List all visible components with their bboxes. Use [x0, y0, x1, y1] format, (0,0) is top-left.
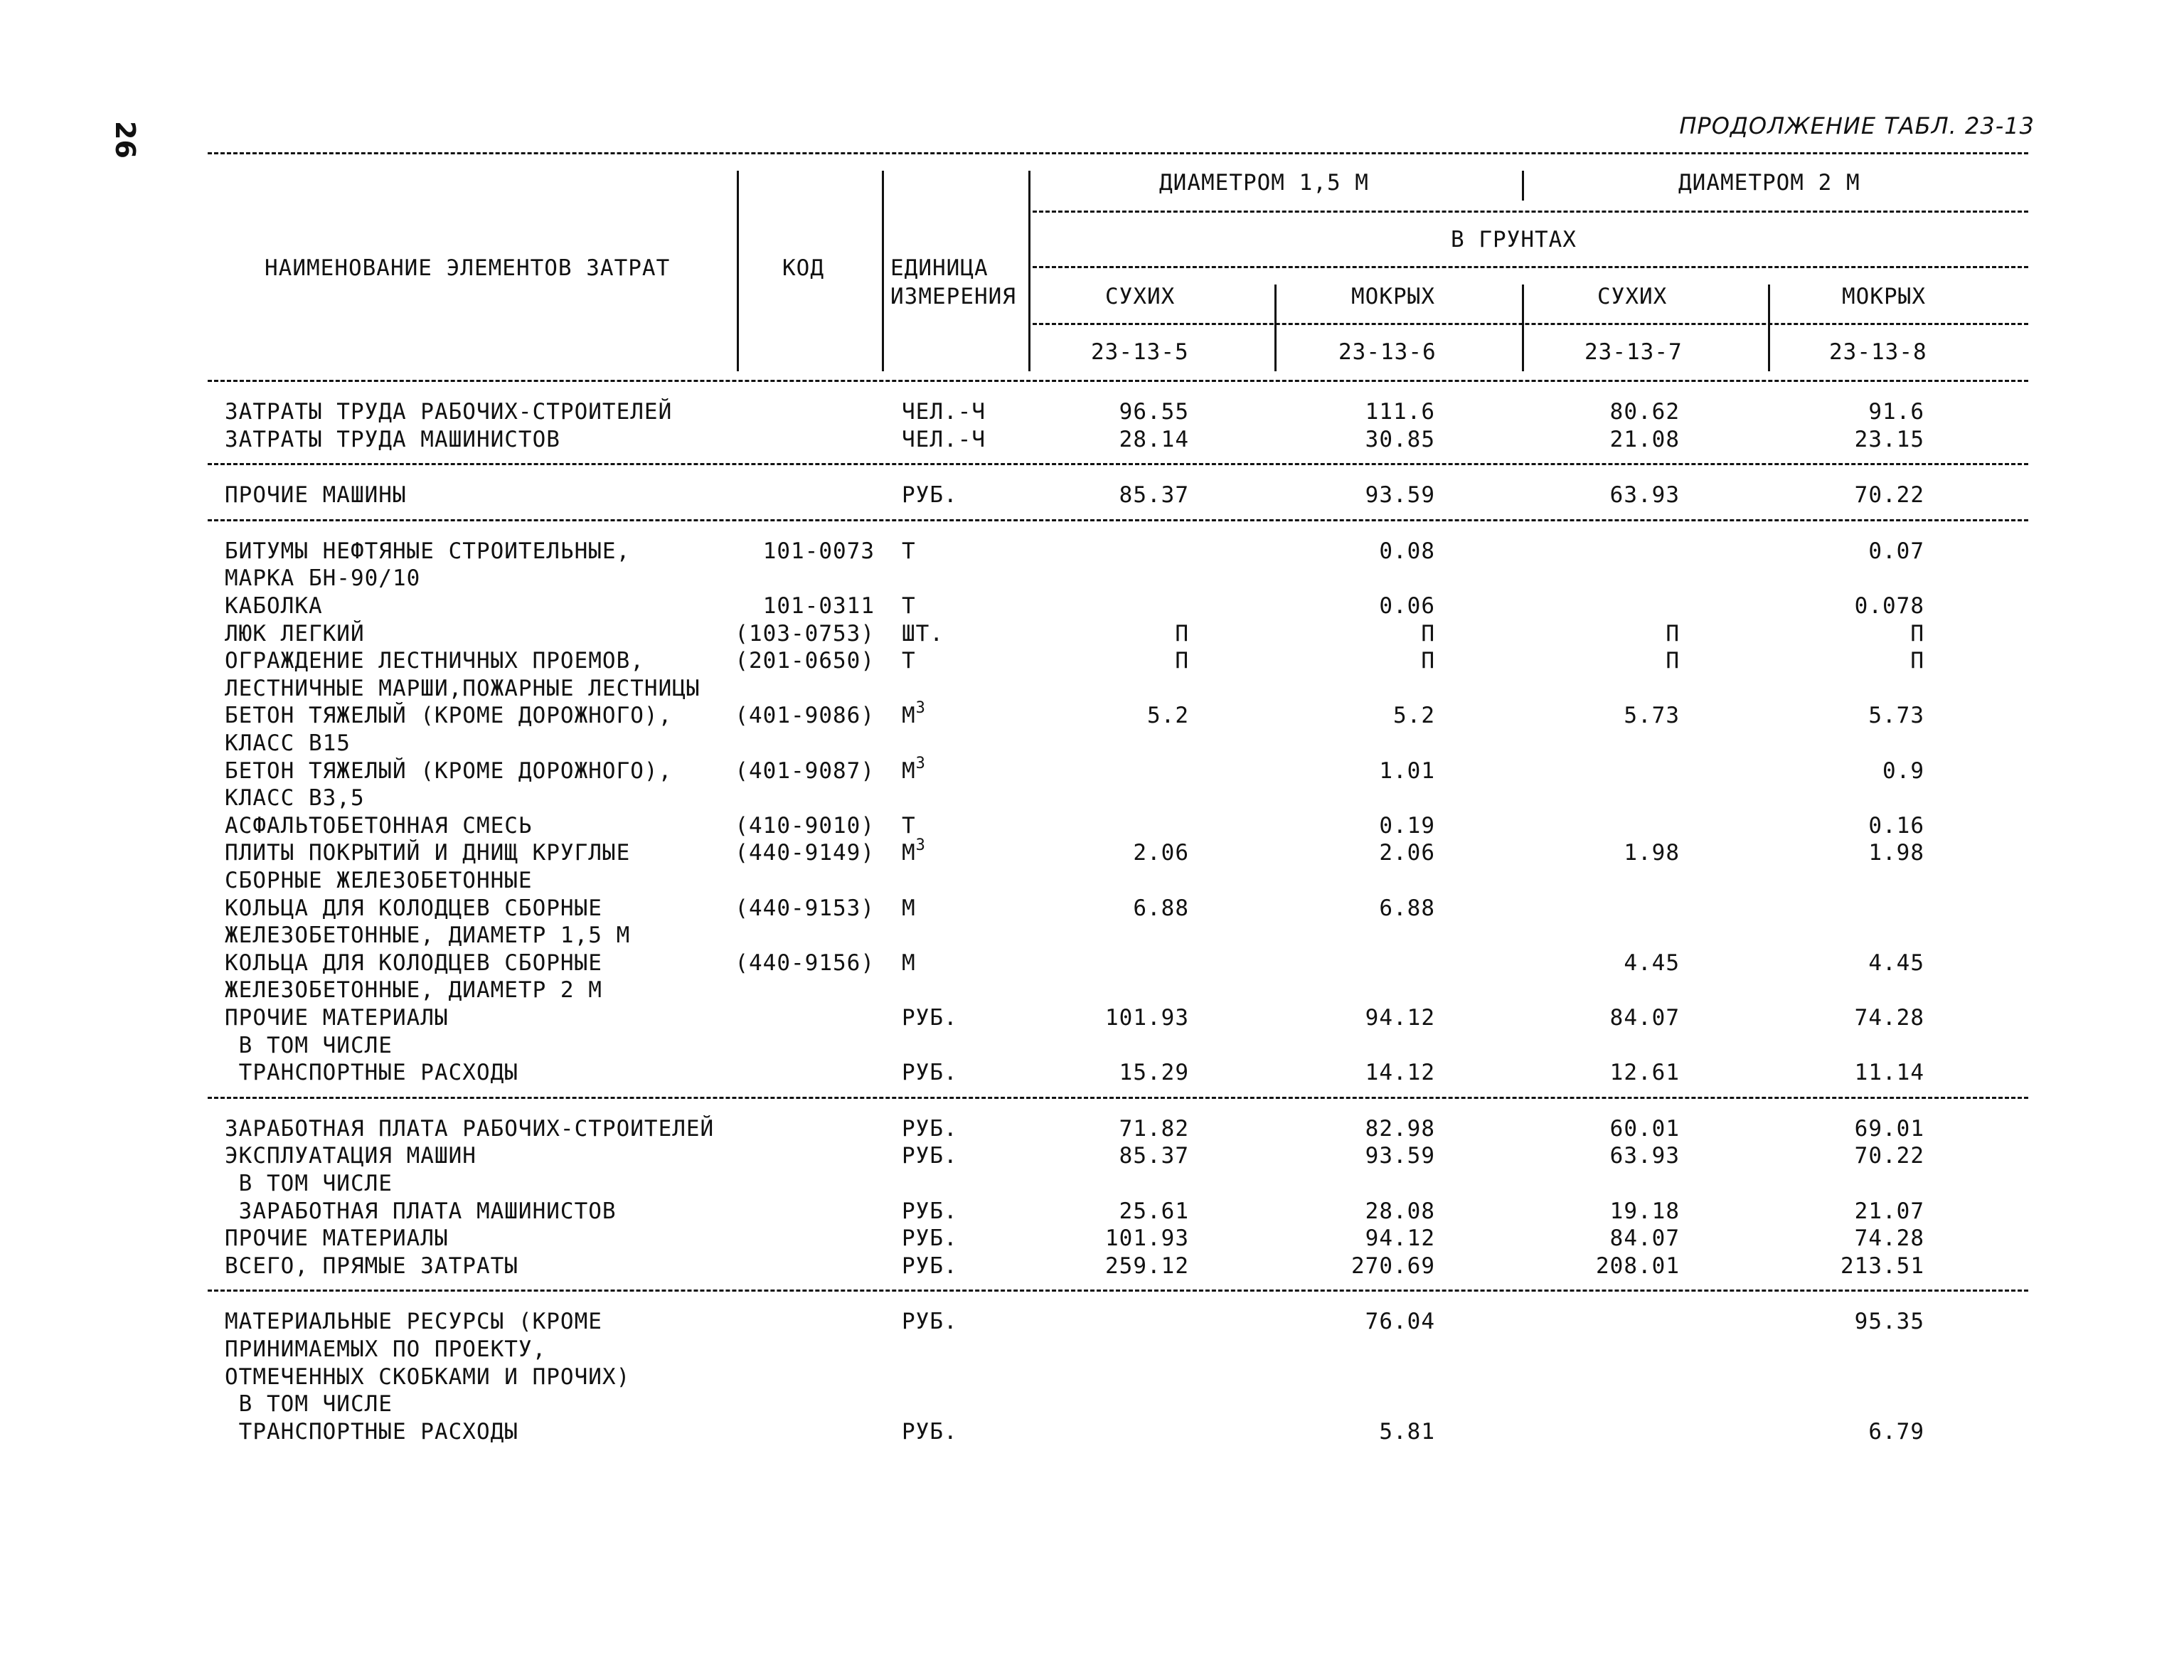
row-name: В ТОМ ЧИСЛЕ	[225, 1171, 393, 1196]
row-unit-text: РУБ.	[902, 1309, 958, 1335]
row-value-col4: П	[1910, 648, 1924, 674]
row-name: ТРАНСПОРТНЫЕ РАСХОДЫ	[225, 1060, 518, 1086]
row-unit-text: М	[902, 703, 916, 729]
header-code-3: 23-13-7	[1584, 339, 1683, 365]
row-name: ЖЕЛЕЗОБЕТОННЫЕ, ДИАМЕТР 2 М	[225, 977, 602, 1004]
row-value-col2: 2.06	[1379, 840, 1435, 866]
row-unit	[902, 1115, 958, 1142]
row-unit	[902, 482, 958, 509]
row-unit	[902, 647, 916, 674]
row-value-col3: 19.18	[1609, 1198, 1680, 1224]
header-dry-1: СУХИХ	[1105, 284, 1176, 309]
row-name: СБОРНЫЕ ЖЕЛЕЗОБЕТОННЫЕ	[225, 868, 533, 893]
row-value-col4: 74.28	[1854, 1226, 1924, 1252]
row-value-col4: 1.98	[1868, 840, 1924, 866]
row-name: МАТЕРИАЛЬНЫЕ РЕСУРСЫ (КРОМЕ	[225, 1309, 602, 1335]
row-name: ПРОЧИЕ МАТЕРИАЛЫ	[225, 1226, 449, 1252]
row-value-col4: 0.078	[1854, 593, 1924, 619]
row-value-col4: 0.16	[1868, 812, 1924, 839]
header-wet-1: МОКРЫХ	[1351, 284, 1435, 309]
row-unit-text: РУБ.	[902, 1198, 958, 1224]
row-value-col2: 1.01	[1379, 757, 1435, 784]
row-value-col3: 80.62	[1609, 399, 1680, 425]
header-divider-diam	[1522, 171, 1524, 201]
row-unit-superscript: 3	[915, 836, 926, 855]
header-divider-c1	[1274, 285, 1277, 371]
row-value-col4: 6.79	[1868, 1418, 1924, 1445]
row-unit-text: РУБ.	[902, 1226, 958, 1252]
row-unit-text: ЧЕЛ.-Ч	[902, 426, 986, 452]
row-value-col1: 5.2	[1147, 703, 1189, 729]
row-code: (440-9149)	[735, 840, 875, 866]
row-value-col3: 5.73	[1624, 703, 1680, 729]
row-unit	[902, 620, 944, 647]
row-value-col2: 76.04	[1365, 1309, 1435, 1335]
row-unit-text: М	[902, 840, 916, 866]
row-value-col3: 63.93	[1609, 1143, 1680, 1169]
row-unit-superscript: 3	[915, 699, 926, 718]
header-dry-2: СУХИХ	[1597, 284, 1668, 309]
row-name: КАБОЛКА	[225, 593, 323, 619]
row-code: 101-0073	[762, 538, 875, 564]
row-value-col2: 30.85	[1365, 426, 1435, 452]
row-value-col1: 96.55	[1119, 399, 1189, 425]
row-value-col2: П	[1421, 620, 1435, 647]
row-name: ПРИНИМАЕМЫХ ПО ПРОЕКТУ,	[225, 1336, 547, 1362]
row-value-col4: 0.9	[1882, 757, 1924, 784]
row-value-col4: 5.73	[1868, 703, 1924, 729]
row-name: КОЛЬЦА ДЛЯ КОЛОДЦЕВ СБОРНЫЕ	[225, 950, 602, 976]
row-value-col2: 5.81	[1379, 1418, 1435, 1445]
header-code-4: 23-13-8	[1829, 339, 1927, 365]
header-diam-1: ДИАМЕТРОМ 1,5 М	[1159, 170, 1369, 196]
row-code: (401-9086)	[735, 703, 875, 729]
header-top-rule	[208, 152, 2028, 154]
row-value-col2: 6.88	[1379, 895, 1435, 921]
row-value-col2: 0.08	[1379, 538, 1435, 564]
row-value-col3: 84.07	[1609, 1005, 1680, 1031]
row-value-col4: 4.45	[1868, 950, 1924, 976]
header-rule-type	[1033, 323, 2028, 325]
row-unit-text: РУБ.	[902, 1115, 958, 1142]
header-rule-diam	[1033, 211, 2028, 213]
row-value-col1: 85.37	[1119, 482, 1189, 509]
row-unit-text: М	[902, 895, 916, 921]
row-unit-superscript: 3	[915, 754, 926, 772]
row-value-col2: 94.12	[1365, 1005, 1435, 1031]
header-code-2: 23-13-6	[1338, 339, 1437, 365]
row-unit-text: М	[902, 757, 916, 784]
row-unit	[902, 950, 916, 977]
row-unit	[902, 538, 916, 565]
header-divider-c3	[1768, 285, 1770, 371]
row-unit	[902, 398, 986, 425]
row-value-col4: 74.28	[1854, 1005, 1924, 1031]
row-code: (401-9087)	[735, 757, 875, 784]
row-value-col3: 63.93	[1609, 482, 1680, 509]
row-unit-text: Т	[902, 812, 916, 839]
row-unit-text: РУБ.	[902, 482, 958, 509]
row-name: АСФАЛЬТОБЕТОННАЯ СМЕСЬ	[225, 812, 533, 839]
table-caption: ПРОДОЛЖЕНИЕ ТАБЛ. 23-13	[1679, 112, 2035, 139]
row-code: 101-0311	[762, 593, 875, 619]
row-value-col4: 0.07	[1868, 538, 1924, 564]
header-bottom-rule	[208, 380, 2028, 382]
row-name: КОЛЬЦА ДЛЯ КОЛОДЦЕВ СБОРНЫЕ	[225, 895, 602, 921]
row-value-col2: П	[1421, 648, 1435, 674]
row-value-col2: 14.12	[1365, 1060, 1435, 1086]
row-unit-text: РУБ.	[902, 1143, 958, 1169]
row-unit	[902, 1142, 958, 1169]
row-unit-text: ШТ.	[902, 620, 944, 647]
row-value-col2: 82.98	[1365, 1115, 1435, 1142]
row-name: КЛАСС В15	[225, 730, 351, 756]
row-name: ПРОЧИЕ МАШИНЫ	[225, 482, 407, 509]
row-value-col3: 1.98	[1624, 840, 1680, 866]
row-unit-text: М	[902, 950, 916, 976]
row-value-col4: 91.6	[1868, 399, 1924, 425]
row-name: ЖЕЛЕЗОБЕТОННЫЕ, ДИАМЕТР 1,5 М	[225, 923, 631, 949]
row-value-col4: 23.15	[1854, 426, 1924, 452]
row-value-col4: 69.01	[1854, 1115, 1924, 1142]
row-value-col4: 95.35	[1854, 1309, 1924, 1335]
row-code: (410-9010)	[735, 812, 875, 839]
row-code: (201-0650)	[735, 648, 875, 674]
header-rule-soils	[1033, 266, 2028, 268]
row-value-col1: 101.93	[1105, 1005, 1189, 1031]
row-unit	[902, 1198, 958, 1225]
row-unit-text: РУБ.	[902, 1253, 958, 1279]
row-name: ТРАНСПОРТНЫЕ РАСХОДЫ	[225, 1418, 518, 1445]
row-unit	[902, 699, 926, 729]
row-unit	[902, 592, 916, 620]
row-value-col1: 28.14	[1119, 426, 1189, 452]
row-value-col4: 11.14	[1854, 1060, 1924, 1086]
row-value-col1: 2.06	[1133, 840, 1189, 866]
header-divider-unit	[1028, 171, 1030, 371]
header-code: КОД	[782, 255, 824, 281]
row-unit	[902, 1059, 958, 1086]
header-divider-code	[882, 171, 884, 371]
row-value-col2: 0.06	[1379, 593, 1435, 619]
row-name: КЛАСС В3,5	[225, 785, 365, 812]
row-value-col2: 0.19	[1379, 812, 1435, 839]
row-value-col2: 111.6	[1365, 399, 1435, 425]
header-wet-2: МОКРЫХ	[1842, 284, 1926, 309]
row-unit	[902, 1004, 958, 1031]
row-value-col3: 21.08	[1609, 426, 1680, 452]
row-name: ЛЮК ЛЕГКИЙ	[225, 620, 365, 647]
row-value-col4: 213.51	[1841, 1253, 1924, 1279]
row-value-col3: П	[1666, 648, 1680, 674]
row-unit	[902, 836, 926, 866]
header-divider-c2	[1522, 285, 1524, 371]
row-unit	[902, 895, 916, 922]
row-name: ОГРАЖДЕНИЕ ЛЕСТНИЧНЫХ ПРОЕМОВ,	[225, 648, 644, 674]
row-value-col2: 94.12	[1365, 1226, 1435, 1252]
section-divider	[208, 1290, 2028, 1292]
row-name: ЛЕСТНИЧНЫЕ МАРШИ,ПОЖАРНЫЕ ЛЕСТНИЦЫ	[225, 675, 701, 701]
row-unit-text: Т	[902, 648, 916, 674]
row-unit	[902, 754, 926, 785]
row-unit	[902, 1418, 958, 1445]
row-value-col3: 84.07	[1609, 1226, 1680, 1252]
row-name: БЕТОН ТЯЖЕЛЫЙ (КРОМЕ ДОРОЖНОГО),	[225, 703, 673, 729]
row-name: БЕТОН ТЯЖЕЛЫЙ (КРОМЕ ДОРОЖНОГО),	[225, 757, 673, 784]
row-value-col1: 6.88	[1133, 895, 1189, 921]
row-value-col4: П	[1910, 620, 1924, 647]
row-unit-text: РУБ.	[902, 1005, 958, 1031]
row-value-col1: 71.82	[1119, 1115, 1189, 1142]
row-code: (440-9153)	[735, 895, 875, 921]
row-name: ВСЕГО, ПРЯМЫЕ ЗАТРАТЫ	[225, 1253, 518, 1279]
row-value-col3: 60.01	[1609, 1115, 1680, 1142]
row-unit	[902, 812, 916, 839]
row-value-col2: 93.59	[1365, 1143, 1435, 1169]
row-value-col1: 101.93	[1105, 1226, 1189, 1252]
row-name: ОТМЕЧЕННЫХ СКОБКАМИ И ПРОЧИХ)	[225, 1363, 631, 1390]
row-unit-text: Т	[902, 593, 916, 619]
row-value-col1: 25.61	[1119, 1198, 1189, 1224]
header-soils: В ГРУНТАХ	[1451, 227, 1577, 252]
row-name: МАРКА БН-90/10	[225, 565, 421, 592]
section-divider	[208, 519, 2028, 521]
row-value-col3: 4.45	[1624, 950, 1680, 976]
section-divider	[208, 463, 2028, 465]
row-value-col4: 70.22	[1854, 1143, 1924, 1169]
row-name: ЗАТРАТЫ ТРУДА МАШИНИСТОВ	[225, 426, 560, 452]
header-unit-1: ЕДИНИЦА	[890, 255, 989, 281]
header-name: НАИМЕНОВАНИЕ ЭЛЕМЕНТОВ ЗАТРАТ	[265, 255, 671, 281]
row-unit	[902, 1253, 958, 1280]
row-name: В ТОМ ЧИСЛЕ	[225, 1391, 393, 1418]
header-divider-name	[737, 171, 739, 371]
row-value-col2: 5.2	[1393, 703, 1435, 729]
row-code: (440-9156)	[735, 950, 875, 976]
row-value-col1: П	[1175, 620, 1189, 647]
section-divider	[208, 1097, 2028, 1099]
row-name: БИТУМЫ НЕФТЯНЫЕ СТРОИТЕЛЬНЫЕ,	[225, 538, 631, 564]
row-name: ЗАРАБОТНАЯ ПЛАТА РАБОЧИХ-СТРОИТЕЛЕЙ	[225, 1115, 715, 1142]
row-value-col3: 208.01	[1596, 1253, 1680, 1279]
row-unit	[902, 1308, 958, 1335]
row-name: ЗАРАБОТНАЯ ПЛАТА МАШИНИСТОВ	[225, 1198, 617, 1224]
row-value-col4: 21.07	[1854, 1198, 1924, 1224]
row-value-col2: 28.08	[1365, 1198, 1435, 1224]
header-unit-2: ИЗМЕРЕНИЯ	[890, 284, 1016, 309]
row-value-col1: 15.29	[1119, 1060, 1189, 1086]
row-unit-text: ЧЕЛ.-Ч	[902, 399, 986, 425]
row-value-col1: П	[1175, 648, 1189, 674]
row-value-col3: П	[1666, 620, 1680, 647]
row-unit	[902, 1225, 958, 1252]
row-name: ЭКСПЛУАТАЦИЯ МАШИН	[225, 1143, 476, 1169]
row-name: В ТОМ ЧИСЛЕ	[225, 1032, 393, 1058]
row-unit-text: Т	[902, 538, 916, 564]
row-name: ЗАТРАТЫ ТРУДА РАБОЧИХ-СТРОИТЕЛЕЙ	[225, 399, 673, 425]
row-value-col4: 70.22	[1854, 482, 1924, 509]
row-value-col1: 259.12	[1105, 1253, 1189, 1279]
header-code-1: 23-13-5	[1091, 339, 1189, 365]
row-name: ПЛИТЫ ПОКРЫТИЙ И ДНИЩ КРУГЛЫЕ	[225, 840, 631, 866]
row-value-col2: 93.59	[1365, 482, 1435, 509]
row-name: ПРОЧИЕ МАТЕРИАЛЫ	[225, 1005, 449, 1031]
row-value-col2: 270.69	[1351, 1253, 1435, 1279]
row-code: (103-0753)	[735, 620, 875, 647]
row-value-col3: 12.61	[1609, 1060, 1680, 1086]
row-value-col1: 85.37	[1119, 1143, 1189, 1169]
page-number: 26	[110, 121, 141, 159]
row-unit	[902, 426, 986, 453]
row-unit-text: РУБ.	[902, 1060, 958, 1086]
header-diam-2: ДИАМЕТРОМ 2 М	[1678, 170, 1860, 196]
row-unit-text: РУБ.	[902, 1418, 958, 1445]
